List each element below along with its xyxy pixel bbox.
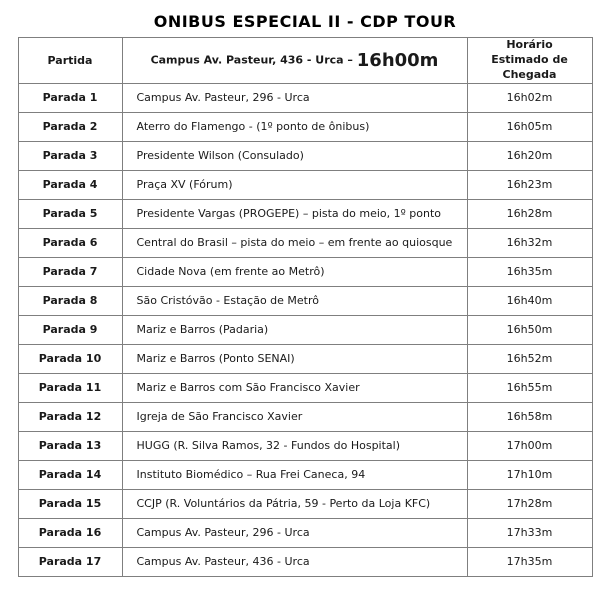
stop-label: Parada 3: [18, 141, 122, 170]
arrival-time: 16h05m: [467, 112, 592, 141]
table-row: [18, 199, 592, 228]
table-row: [18, 547, 592, 576]
header-row: [18, 38, 592, 84]
header-route-time: 16h00m: [356, 49, 439, 71]
table-row: [18, 141, 592, 170]
stop-label: Parada 5: [18, 199, 122, 228]
stop-label: Parada 17: [18, 547, 122, 576]
table-header: [18, 38, 592, 84]
stop-location: Igreja de São Francisco Xavier: [122, 402, 467, 431]
stop-location: Cidade Nova (em frente ao Metrô): [122, 257, 467, 286]
stop-label: Parada 6: [18, 228, 122, 257]
page-title: ONIBUS ESPECIAL II - CDP TOUR: [153, 12, 457, 31]
stop-location: Campus Av. Pasteur, 436 - Urca: [122, 547, 467, 576]
arrival-time: 16h40m: [467, 286, 592, 315]
table-row: [18, 112, 592, 141]
table-row: [18, 315, 592, 344]
arrival-time: 16h52m: [467, 344, 592, 373]
table-row: [18, 373, 592, 402]
arrival-time: 16h02m: [467, 83, 592, 112]
stop-label: Parada 16: [18, 518, 122, 547]
arrival-time: 16h58m: [467, 402, 592, 431]
header-arrival: Horário Estimado de Chegada: [467, 38, 592, 84]
header-route-text: Campus Av. Pasteur, 436 - Urca –: [150, 53, 357, 67]
stop-location: Mariz e Barros com São Francisco Xavier: [122, 373, 467, 402]
arrival-time: 17h00m: [467, 431, 592, 460]
stop-label: Parada 8: [18, 286, 122, 315]
stop-location: Praça XV (Fórum): [122, 170, 467, 199]
stop-label: Parada 12: [18, 402, 122, 431]
stop-location: Campus Av. Pasteur, 296 - Urca: [122, 518, 467, 547]
stop-location: São Cristóvão - Estação de Metrô: [122, 286, 467, 315]
stop-location: HUGG (R. Silva Ramos, 32 - Fundos do Hospital): [122, 431, 467, 460]
table-row: [18, 344, 592, 373]
stop-label: Parada 2: [18, 112, 122, 141]
stop-label: Parada 10: [18, 344, 122, 373]
stop-location: Campus Av. Pasteur, 296 - Urca: [122, 83, 467, 112]
stop-label: Parada 13: [18, 431, 122, 460]
table-row: [18, 286, 592, 315]
stop-location: Presidente Vargas (PROGEPE) – pista do meio, 1º ponto: [122, 199, 467, 228]
stop-label: Parada 11: [18, 373, 122, 402]
stop-location: Central do Brasil – pista do meio – em frente ao quiosque: [122, 228, 467, 257]
table-row: [18, 518, 592, 547]
bus-schedule-table: [18, 37, 593, 577]
table-row: [18, 489, 592, 518]
stop-location: Instituto Biomédico – Rua Frei Caneca, 94: [122, 460, 467, 489]
table-row: [18, 460, 592, 489]
table-row: [18, 170, 592, 199]
stop-label: Parada 1: [18, 83, 122, 112]
stop-location: Presidente Wilson (Consulado): [122, 141, 467, 170]
table-row: [18, 228, 592, 257]
table-row: [18, 257, 592, 286]
stop-label: Parada 15: [18, 489, 122, 518]
arrival-time: 16h32m: [467, 228, 592, 257]
arrival-time: 17h35m: [467, 547, 592, 576]
arrival-time: 16h55m: [467, 373, 592, 402]
table-row: [18, 83, 592, 112]
stop-location: Mariz e Barros (Ponto SENAI): [122, 344, 467, 373]
header-departure: Partida: [18, 38, 122, 84]
arrival-time: 17h33m: [467, 518, 592, 547]
stop-location: Mariz e Barros (Padaria): [122, 315, 467, 344]
stop-label: Parada 4: [18, 170, 122, 199]
stop-label: Parada 9: [18, 315, 122, 344]
arrival-time: 16h28m: [467, 199, 592, 228]
arrival-time: 17h28m: [467, 489, 592, 518]
table-row: [18, 402, 592, 431]
stop-location: Aterro do Flamengo - (1º ponto de ônibus): [122, 112, 467, 141]
arrival-time: 17h10m: [467, 460, 592, 489]
stop-label: Parada 7: [18, 257, 122, 286]
arrival-time: 16h20m: [467, 141, 592, 170]
stop-location: CCJP (R. Voluntários da Pátria, 59 - Perto da Loja KFC): [122, 489, 467, 518]
arrival-time: 16h35m: [467, 257, 592, 286]
header-route: [122, 38, 467, 84]
table-row: [18, 431, 592, 460]
schedule-body: [18, 83, 592, 576]
arrival-time: 16h23m: [467, 170, 592, 199]
arrival-time: 16h50m: [467, 315, 592, 344]
stop-label: Parada 14: [18, 460, 122, 489]
